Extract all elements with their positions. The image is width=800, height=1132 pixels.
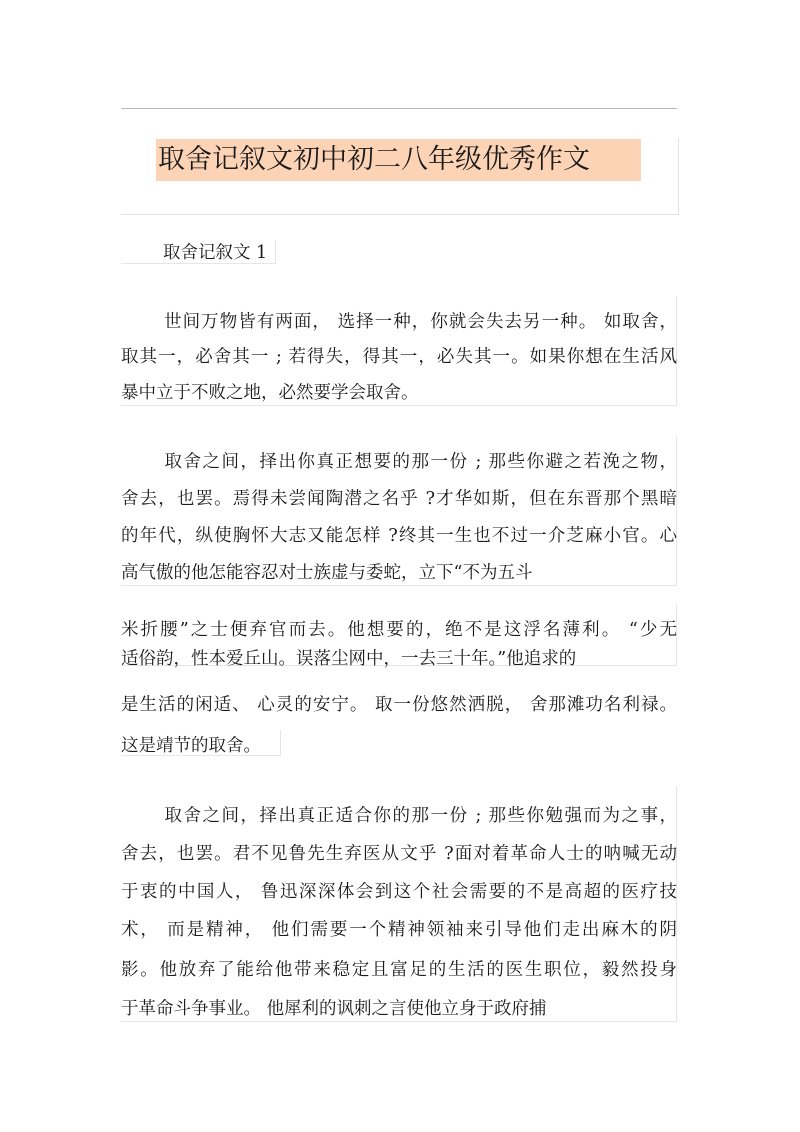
text-line-5: 舍去，也罢。焉得未尝闻陶潜之名乎 ?才华如斯，但在东晋那个黑暗	[121, 489, 677, 509]
text-line-16: 影。他放弃了能给他带来稳定且富足的生活的医生职位，毅然投身	[121, 960, 677, 980]
text-line-14: 于衷的中国人， 鲁迅深深体会到这个社会需要的不是高超的医疗技	[121, 882, 677, 902]
text-line-15: 术， 而是精神， 他们需要一个精神领袖来引导他们走出麻木的阴	[121, 920, 677, 940]
text-line-2: 取其一，必舍其一 ; 若得失，得其一，必失其一。如果你想在生活风	[121, 347, 677, 367]
text-line-1: 世间万物皆有两面， 选择一种，你就会失去另一种。 如取舍，	[163, 312, 677, 332]
text-line-3: 暴中立于不败之地，必然要学会取舍。	[121, 383, 419, 403]
text-line-11: 这是靖节的取舍。	[121, 736, 261, 756]
header-rule	[121, 108, 677, 109]
text-line-17: 于革命斗争事业。 他犀利的讽刺之言使他立身于政府捕	[121, 999, 547, 1019]
document-title: 取舍记叙文初中初二八年级优秀作文	[156, 139, 641, 181]
text-line-8: 米折腰”之士便弃官而去。他想要的，绝不是这浮名薄利。 “少无	[121, 620, 677, 640]
text-line-7: 高气傲的他怎能容忍对士族虚与委蛇，立下“不为五斗	[121, 563, 533, 583]
text-line-10: 是生活的闲适、 心灵的安宁。 取一份悠然洒脱， 舍那滩功名利禄。	[121, 695, 677, 715]
text-line-13: 舍去，也罢。君不见鲁先生弃医从文乎 ?面对着革命人士的呐喊无动	[121, 844, 677, 864]
text-line-4: 取舍之间，择出你真正想要的那一份 ; 那些你避之若浼之物，	[163, 452, 677, 472]
text-line-12: 取舍之间，择出真正适合你的那一份 ; 那些你勉强而为之事，	[163, 806, 677, 826]
section-heading	[121, 241, 267, 265]
text-line-9: 适俗韵，性本爱丘山。误落尘网中，一去三十年。”他追求的	[121, 649, 577, 669]
text-line-6: 的年代，纵使胸怀大志又能怎样 ?终其一生也不过一介芝麻小官。心	[121, 526, 677, 546]
section-heading-text: 取舍记叙文 1	[163, 243, 268, 263]
